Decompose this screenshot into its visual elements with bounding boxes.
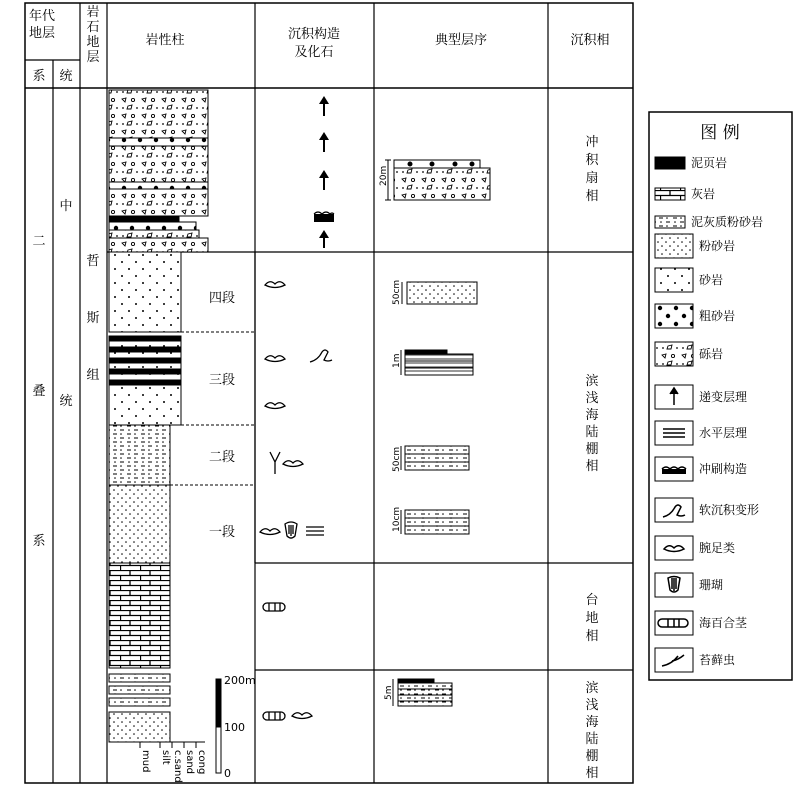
thickness-scale-bar <box>216 674 256 780</box>
header-age-strata-line1: 年代 <box>28 9 56 24</box>
sandstone-icon <box>655 268 693 292</box>
soft-sediment-deformation-icon <box>655 498 693 522</box>
lith-mudshale-bed <box>109 380 181 385</box>
legend-item-label: 腕足类 <box>699 541 736 555</box>
scale-label-mid: 100 <box>224 721 245 734</box>
horizontal-bedding-icon <box>655 421 693 445</box>
lith-sandstone-bed <box>109 363 181 369</box>
lith-sandstone-bed <box>109 352 181 358</box>
lith-conglomerate-bed <box>109 90 208 138</box>
legend-item <box>655 186 715 201</box>
header-structures-line1: 沉积构造 <box>287 27 341 42</box>
system-name: 二叠系 <box>32 234 46 549</box>
graded-bedding-icon <box>655 385 693 409</box>
legend-item-label: 泥页岩 <box>691 156 728 170</box>
lith-limestone-bed <box>109 563 170 668</box>
lith-coarse-sandstone-bed <box>109 138 208 146</box>
lith-mudshale-bed <box>109 216 179 222</box>
legend-item-label: 泥灰质粉砂岩 <box>691 215 764 229</box>
brachiopod-icon <box>265 403 285 409</box>
lith-conglomerate-bed <box>109 238 208 252</box>
graded-bedding-icon <box>319 230 329 248</box>
legend-item-label: 递变层理 <box>699 390 748 404</box>
facies-shore-shelf-upper: 滨浅海陆棚相 <box>585 374 599 474</box>
lith-marly-siltstone-bed <box>109 686 170 694</box>
header-structures-line2: 及化石 <box>294 45 334 60</box>
facies-shore-shelf-lower: 滨浅海陆棚相 <box>585 681 599 781</box>
legend <box>649 112 792 680</box>
sequence-member2 <box>401 446 469 470</box>
formation-name: 哲斯组 <box>86 254 100 383</box>
header-system: 系 <box>32 69 46 84</box>
header-lithology-column: 岩性柱 <box>145 33 185 48</box>
seq-scale-label: 10cm <box>392 506 402 532</box>
limestone-icon <box>655 188 685 200</box>
scour-structure-icon <box>655 457 693 481</box>
graded-bedding-icon <box>319 170 329 190</box>
soft-sediment-deformation-icon <box>310 350 332 362</box>
lith-mudshale-bed <box>109 347 181 352</box>
facies-alluvial-fan: 冲积扇相 <box>585 135 599 204</box>
grain-size-axis <box>109 742 205 748</box>
coral-icon <box>655 573 693 597</box>
legend-item-label: 苔藓虫 <box>699 653 736 667</box>
conglomerate-icon <box>655 342 693 366</box>
fossil-symbols <box>260 282 332 720</box>
lith-marly-siltstone-bed <box>109 674 170 682</box>
brachiopod-icon <box>283 461 303 467</box>
brachiopod-icon <box>655 536 693 560</box>
header-structures-fossils <box>288 26 340 60</box>
scale-label-bottom: 0 <box>224 767 231 780</box>
brachiopod-icon <box>292 713 312 719</box>
mudshale-icon <box>655 157 685 169</box>
lith-sandstone-bed <box>109 374 181 380</box>
graded-bedding-icon <box>319 132 329 152</box>
lithology-column <box>109 90 208 742</box>
sequence-alluvial <box>385 160 490 200</box>
scour-structure-icon <box>314 212 334 222</box>
legend-item <box>655 155 727 170</box>
legend-item-label: 冲刷构造 <box>699 462 748 476</box>
legend-item-label: 海百合茎 <box>699 616 748 630</box>
grain-label: silt <box>160 750 171 765</box>
bryozoan-icon <box>655 648 693 672</box>
structures-column <box>314 96 334 248</box>
member-label-3: 三段 <box>208 373 236 388</box>
header-litho-strata: 岩石地层 <box>86 5 100 65</box>
brachiopod-icon <box>260 529 280 535</box>
header-facies: 沉积相 <box>570 33 610 48</box>
lith-conglomerate-bed <box>109 230 199 238</box>
grain-size-labels <box>140 750 207 783</box>
grain-label: cong <box>196 750 207 775</box>
legend-item-label: 粗砂岩 <box>699 309 736 323</box>
legend-item <box>655 214 763 229</box>
lith-sandstone-bed <box>109 252 181 332</box>
sequence-member4 <box>402 282 477 304</box>
horizontal-bedding-icon <box>306 527 324 535</box>
graded-bedding-icon <box>319 96 329 116</box>
lith-sandstone-bed <box>109 341 181 347</box>
legend-item-label: 灰岩 <box>691 187 716 201</box>
lith-siltstone-bed <box>109 485 170 563</box>
lith-mudshale-bed <box>109 336 181 341</box>
typical-sequences <box>385 160 490 706</box>
grain-label: mud <box>140 750 151 773</box>
seq-scale-label: 20m <box>379 165 389 186</box>
series-name: 中统 <box>59 199 73 409</box>
lith-marly-siltstone-bed <box>109 425 170 485</box>
grain-label: sand <box>184 750 195 775</box>
member-label-1: 一段 <box>208 525 236 540</box>
legend-item-label: 珊瑚 <box>699 578 724 592</box>
lith-conglomerate-bed <box>109 189 208 216</box>
lith-coarse-sandstone-bed <box>109 222 196 230</box>
brachiopod-icon <box>265 282 285 288</box>
seq-scale-label: 1m <box>392 353 402 368</box>
facies-platform: 台地相 <box>585 593 599 644</box>
grain-label: c.sand <box>172 750 183 783</box>
coral-icon <box>285 522 297 538</box>
seq-scale-label: 50cm <box>392 446 402 472</box>
seq-scale-label: 50cm <box>392 279 402 305</box>
siltstone-icon <box>655 234 693 258</box>
legend-title: 图 例 <box>700 123 740 143</box>
legend-item-label: 砾岩 <box>699 347 724 361</box>
legend-item-label: 水平层理 <box>699 426 748 440</box>
marly-siltstone-icon <box>655 216 685 228</box>
legend-item-label: 砂岩 <box>699 273 724 287</box>
brachiopod-icon <box>265 356 285 362</box>
sequence-lower-shelf <box>393 679 452 706</box>
sequence-scale-labels <box>379 166 402 700</box>
bryozoan-icon <box>270 452 280 474</box>
member-label-4: 四段 <box>208 291 236 306</box>
crinoid-stem-icon <box>263 603 285 611</box>
lith-mudshale-bed <box>109 369 181 374</box>
crinoid-stem-icon <box>655 611 693 635</box>
seq-scale-label: 5m <box>384 685 394 700</box>
lith-mudshale-bed <box>109 358 181 363</box>
sequence-member3 <box>401 350 473 375</box>
lith-coarse-sandstone-bed <box>109 182 208 189</box>
header-series: 统 <box>59 69 73 84</box>
header-age-strata <box>29 8 55 41</box>
legend-item-label: 粉砂岩 <box>699 239 736 253</box>
lith-siltstone-bed <box>109 712 170 742</box>
coarse-sandstone-icon <box>655 304 693 328</box>
legend-item-label: 软沉积变形 <box>699 503 760 517</box>
header-age-strata-line2: 地层 <box>28 26 56 41</box>
sequence-member1 <box>401 510 469 534</box>
lith-marly-siltstone-bed <box>109 698 170 706</box>
scale-label-top: 200m <box>224 674 256 687</box>
crinoid-stem-icon <box>263 712 285 720</box>
lith-sandstone-bed <box>109 385 181 425</box>
lith-conglomerate-bed <box>109 146 208 182</box>
member-label-2: 二段 <box>208 450 236 465</box>
header-typical-sequence: 典型层序 <box>434 33 488 48</box>
